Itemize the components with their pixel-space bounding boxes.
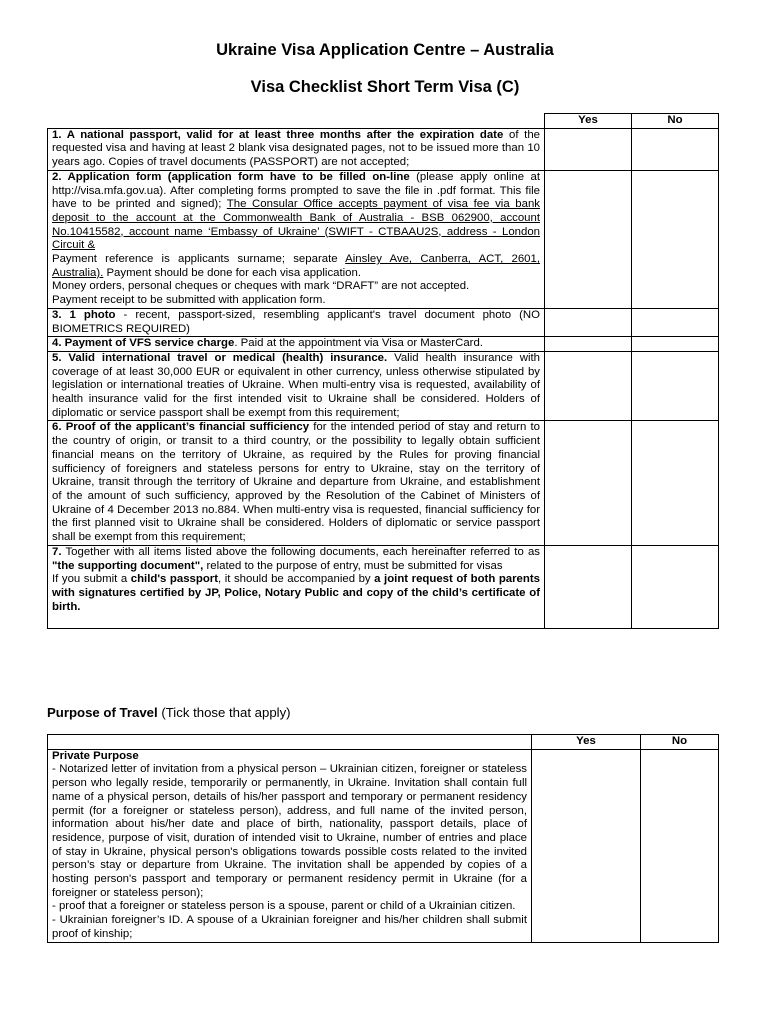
- checklist-row: [48, 337, 719, 352]
- private-purpose-item: Private Purpose - Notarized letter of invitation from a physical person – Ukrainian citizen, foreigner or stateless person who legally reside, temporarily or permanently, in Ukraine. Invitation shall contain full name of a physical person, details of his/her passport and temporary or permanent residency permit (for a foreigner or stateless person), address, and full name of the invited person, information about his/her date and place of birth, nationality, passport details, place of residence, purpose of visit, duration of intended visit to Ukraine, number of entries and place of stay in Ukraine, physical person's obligations towards possible costs related to the invited person’s stay or departure from Ukraine. The invitation shall be appended by copies of a hosting person's passport and temporary or permanent residency permit in Ukraine (for a foreigner or stateless person); - proof that a foreigner or stateless person is a spouse, parent or child of a Ukrainian citizen. - Ukrainian foreigner’s ID. A spouse of a Ukrainian foreigner and his/her children shall submit proof of kinship;: [48, 749, 532, 942]
- checklist-row: [48, 545, 719, 629]
- checklist-row: [48, 351, 719, 421]
- no-checkbox-cell[interactable]: [632, 421, 719, 545]
- checklist-item-6: 6. Proof of the applicant’s financial sufficiency for the intended period of stay and return to the country of origin, or transit to a third country, or the possibility to legally obtain sufficient financial means on the territory of Ukraine, as required by the Rules for proving financial sufficiency of foreigners and stateless persons for entry to Ukraine, stay on the territory of Ukraine, transit through the territory of Ukraine and departure from Ukraine, and establishment of the amount of such sufficiency, approved by the Resolution of the Cabinet of Ministers of Ukraine of 4 December 2013 no.884. When multi-entry visa is requested, financial sufficiency for the first planned visit to Ukraine shall be considered. Holders of diplomatic or service passport shall be exempt from this requirement;: [48, 421, 545, 545]
- yes-checkbox-cell[interactable]: [545, 545, 632, 629]
- visa-checklist-table: [47, 113, 719, 629]
- checklist-header-row: [48, 114, 719, 129]
- yes-checkbox-cell[interactable]: [545, 351, 632, 421]
- purpose-row-private: [48, 749, 719, 942]
- checklist-item-7: 7. Together with all items listed above the following documents, each hereinafter referred to as "the supporting document", related to the purpose of entry, must be submitted for visas If you submit a child's passport, it should be accompanied by a joint request of both parents with signatures certified by JP, Police, Notary Public and copy of the child’s certificate of birth.: [48, 545, 545, 629]
- checklist-item-5: 5. Valid international travel or medical (health) insurance. Valid health insurance with coverage of at least 30,000 EUR or equivalent in other currency, unless otherwise stipulated by legislation or international treaties of Ukraine. When multi-entry visa is requested, availability of health insurance valid for the first intended visit to Ukraine shall be considered. Holders of diplomatic or service passport shall be exempt from this requirement;: [48, 351, 545, 421]
- no-checkbox-cell[interactable]: [632, 351, 719, 421]
- column-header-yes: Yes: [545, 114, 632, 129]
- checklist-row: [48, 308, 719, 336]
- checklist-item-1: 1. A national passport, valid for at least three months after the expiration date of the requested visa and having at least 2 blank visa designated pages, not to be issued more than 10 years ago. Copies of travel documents (PASSPORT) are not accepted;: [48, 128, 545, 170]
- checklist-item-3: 3. 1 photo - recent, passport-sized, resembling applicant's travel document photo (NO BIOMETRICS REQUIRED): [48, 308, 545, 336]
- checklist-row: [48, 421, 719, 545]
- page-title: Ukraine Visa Application Centre – Australia: [216, 41, 554, 59]
- checklist-row: [48, 128, 719, 170]
- no-checkbox-cell[interactable]: [641, 749, 719, 942]
- column-header-yes: Yes: [532, 735, 641, 750]
- no-checkbox-cell[interactable]: [632, 337, 719, 352]
- no-checkbox-cell[interactable]: [632, 128, 719, 170]
- checklist-item-2: 2. Application form (application form have to be filled on-line (please apply online at http://visa.mfa.gov.ua). After completing forms prompted to save the file in .pdf format. This file have to be printed and signed); The Consular Office accepts payment of visa fee via bank deposit to the account at the Commonwealth Bank of Australia - BSB 062900, account No.10415582, account name ‘Embassy of Ukraine’ (SWIFT - CTBAAU2S, address - London Circuit & Payment reference is applicants surname; separate Ainsley Ave, Canberra, ACT, 2601, Australia). Payment should be done for each visa application. Money orders, personal cheques or cheques with mark “DRAFT” are not accepted. Payment receipt to be submitted with application form.: [48, 170, 545, 308]
- yes-checkbox-cell[interactable]: [545, 128, 632, 170]
- no-checkbox-cell[interactable]: [632, 308, 719, 336]
- yes-checkbox-cell[interactable]: [545, 170, 632, 308]
- no-checkbox-cell[interactable]: [632, 545, 719, 629]
- purpose-header-row: [48, 735, 719, 750]
- purpose-of-travel-heading: Purpose of Travel (Tick those that apply): [47, 705, 291, 720]
- yes-checkbox-cell[interactable]: [545, 421, 632, 545]
- checklist-item-4: 4. Payment of VFS service charge. Paid at the appointment via Visa or MasterCard.: [48, 337, 545, 352]
- yes-checkbox-cell[interactable]: [545, 308, 632, 336]
- yes-checkbox-cell[interactable]: [545, 337, 632, 352]
- purpose-of-travel-table: [47, 734, 719, 943]
- column-header-no: No: [632, 114, 719, 129]
- checklist-row: [48, 170, 719, 308]
- no-checkbox-cell[interactable]: [632, 170, 719, 308]
- yes-checkbox-cell[interactable]: [532, 749, 641, 942]
- page-subtitle: Visa Checklist Short Term Visa (C): [250, 78, 520, 96]
- column-header-no: No: [641, 735, 719, 750]
